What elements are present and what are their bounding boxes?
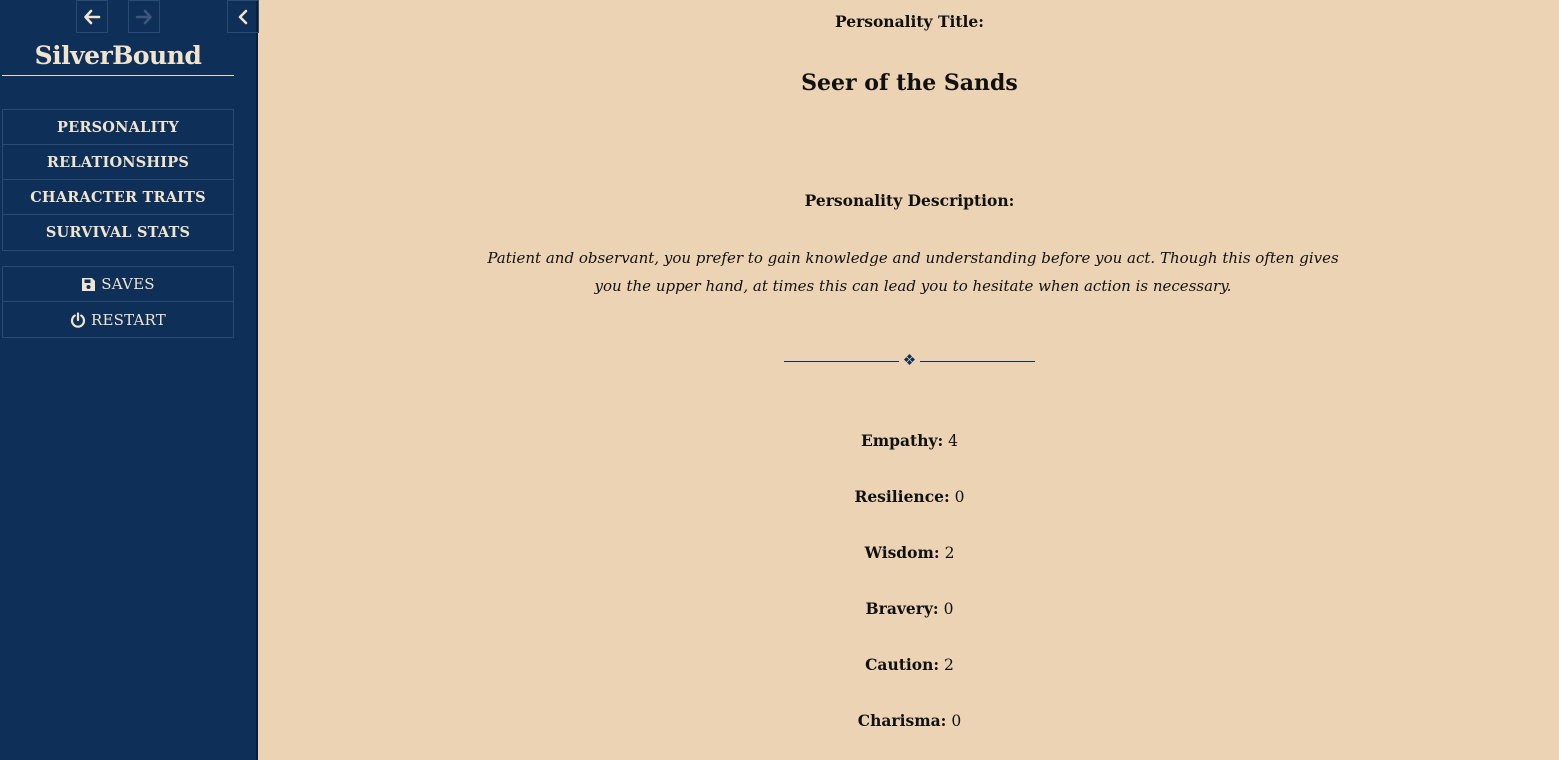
divider-rule-right — [920, 361, 1035, 362]
story-menu — [2, 109, 234, 251]
stat-resilience — [260, 487, 1559, 506]
stat-value: 2 — [944, 544, 955, 562]
menu-item-label: RELATIONSHIPS — [46, 153, 190, 171]
stat-bravery — [260, 599, 1559, 618]
section-divider — [260, 351, 1559, 369]
stat-caution — [260, 655, 1559, 674]
personality-description-label: Personality Description: — [804, 191, 1015, 210]
stat-value: 0 — [951, 712, 962, 730]
chevron-left-icon — [236, 9, 250, 25]
title-divider — [2, 75, 234, 76]
saves-label: SAVES — [101, 275, 155, 293]
menu-item-label: SURVIVAL STATS — [45, 224, 191, 241]
stat-name: Bravery: — [865, 599, 939, 618]
history-forward-button[interactable] — [128, 0, 160, 33]
personality-description: Patient and observant, you prefer to gain knowledge and understanding before you act. Though this often gives you the upper hand, at times this can lead you to hesitate when action is necessary. — [487, 249, 1339, 295]
stat-value: 0 — [943, 600, 954, 618]
stat-value: 2 — [944, 656, 954, 674]
history-back-button[interactable] — [76, 0, 108, 33]
personality-title-label: Personality Title: — [834, 12, 985, 31]
power-icon — [70, 312, 86, 328]
stat-value: 0 — [954, 488, 965, 506]
story-title: SilverBound — [34, 41, 202, 70]
menu-item-personality[interactable] — [3, 110, 233, 145]
stat-name: Wisdom: — [864, 543, 940, 562]
menu-item-label: CHARACTER TRAITS — [30, 188, 206, 206]
stat-wisdom — [260, 543, 1559, 562]
stat-name: Empathy: — [860, 431, 944, 450]
stat-charisma — [260, 711, 1559, 730]
menu-item-character-traits[interactable] — [3, 180, 233, 215]
arrow-left-icon — [83, 8, 101, 26]
stat-name: Resilience: — [854, 487, 950, 506]
utility-menu — [2, 266, 234, 338]
save-icon — [81, 277, 96, 292]
passage-content — [260, 0, 1559, 760]
stat-value: 4 — [948, 432, 959, 450]
divider-ornament-icon: ❖ — [902, 351, 917, 369]
divider-rule-left — [784, 361, 899, 362]
menu-item-survival-stats[interactable] — [3, 215, 233, 250]
saves-button[interactable] — [3, 267, 233, 302]
arrow-right-icon — [135, 8, 153, 26]
menu-item-relationships[interactable] — [3, 145, 233, 180]
restart-button[interactable] — [3, 302, 233, 337]
stat-empathy — [260, 431, 1559, 450]
stat-name: Caution: — [865, 655, 940, 674]
restart-label: RESTART — [91, 310, 166, 329]
menu-item-label: PERSONALITY — [57, 118, 179, 136]
personality-title: Seer of the Sands — [801, 70, 1018, 96]
sidebar — [0, 0, 258, 760]
stat-name: Charisma: — [857, 711, 947, 730]
sidebar-collapse-button[interactable] — [227, 0, 259, 33]
